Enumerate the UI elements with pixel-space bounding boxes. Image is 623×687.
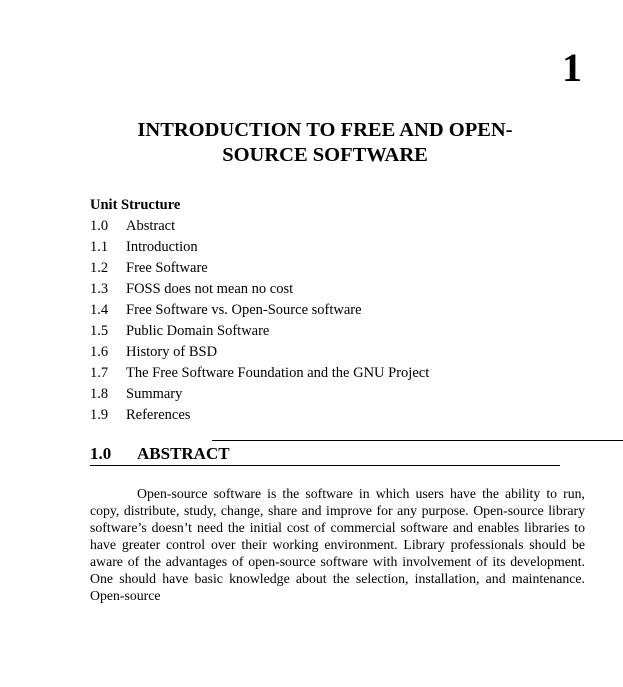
unit-item-1-6 xyxy=(90,342,429,363)
unit-item-number: 1.1 xyxy=(90,239,109,255)
unit-item-number: 1.3 xyxy=(90,281,109,297)
unit-item-number: 1.8 xyxy=(90,386,109,402)
unit-item-1-4 xyxy=(90,300,429,321)
section-heading xyxy=(90,444,230,464)
unit-item-1-9 xyxy=(90,405,429,426)
unit-item-label: Free Software xyxy=(126,260,208,276)
unit-structure-heading: Unit Structure xyxy=(90,197,181,213)
unit-item-1-7 xyxy=(90,363,429,384)
chapter-title xyxy=(90,118,560,168)
unit-item-1-0 xyxy=(90,216,429,237)
unit-item-1-3 xyxy=(90,279,429,300)
unit-item-label: Abstract xyxy=(126,218,176,234)
section-bottom-rule xyxy=(90,465,560,466)
unit-item-number: 1.2 xyxy=(90,260,109,276)
chapter-title-line-1: INTRODUCTION TO FREE AND OPEN- xyxy=(137,119,513,141)
section-number: 1.0 xyxy=(90,444,112,463)
unit-item-label: Summary xyxy=(126,386,183,402)
unit-item-1-2 xyxy=(90,258,429,279)
section-top-rule xyxy=(212,440,623,441)
unit-item-label: Public Domain Software xyxy=(126,323,270,339)
unit-item-number: 1.0 xyxy=(90,218,109,234)
unit-item-label: The Free Software Foundation and the GNU Project xyxy=(126,365,430,381)
unit-item-number: 1.9 xyxy=(90,407,109,423)
unit-item-1-5 xyxy=(90,321,429,342)
unit-item-label: Introduction xyxy=(126,239,198,255)
unit-item-number: 1.5 xyxy=(90,323,109,339)
unit-item-number: 1.7 xyxy=(90,365,109,381)
unit-item-number: 1.6 xyxy=(90,344,109,360)
unit-item-1-1 xyxy=(90,237,429,258)
unit-item-label: FOSS does not mean no cost xyxy=(126,281,294,297)
unit-structure xyxy=(90,195,429,426)
chapter-title-line-2: SOURCE SOFTWARE xyxy=(222,144,428,166)
unit-item-label: References xyxy=(126,407,191,423)
abstract-paragraph: Open-source software is the software in which users have the ability to run, copy, distribute, study, change, share and improve for any purpose. Open-source library software’s doesn’t need the initial cost of commercial software and enables libraries to have greater control over their working environment. Library professionals should be aware of the advantages of open-source software with involvement of its development. One should have basic knowledge about the selection, installation, and maintenance. Open-source xyxy=(90,486,585,603)
unit-item-label: History of BSD xyxy=(126,344,218,360)
unit-item-label: Free Software vs. Open-Source software xyxy=(126,302,362,318)
chapter-number: 1 xyxy=(562,45,582,90)
unit-item-1-8 xyxy=(90,384,429,405)
unit-item-number: 1.4 xyxy=(90,302,109,318)
section-title: ABSTRACT xyxy=(137,444,230,463)
